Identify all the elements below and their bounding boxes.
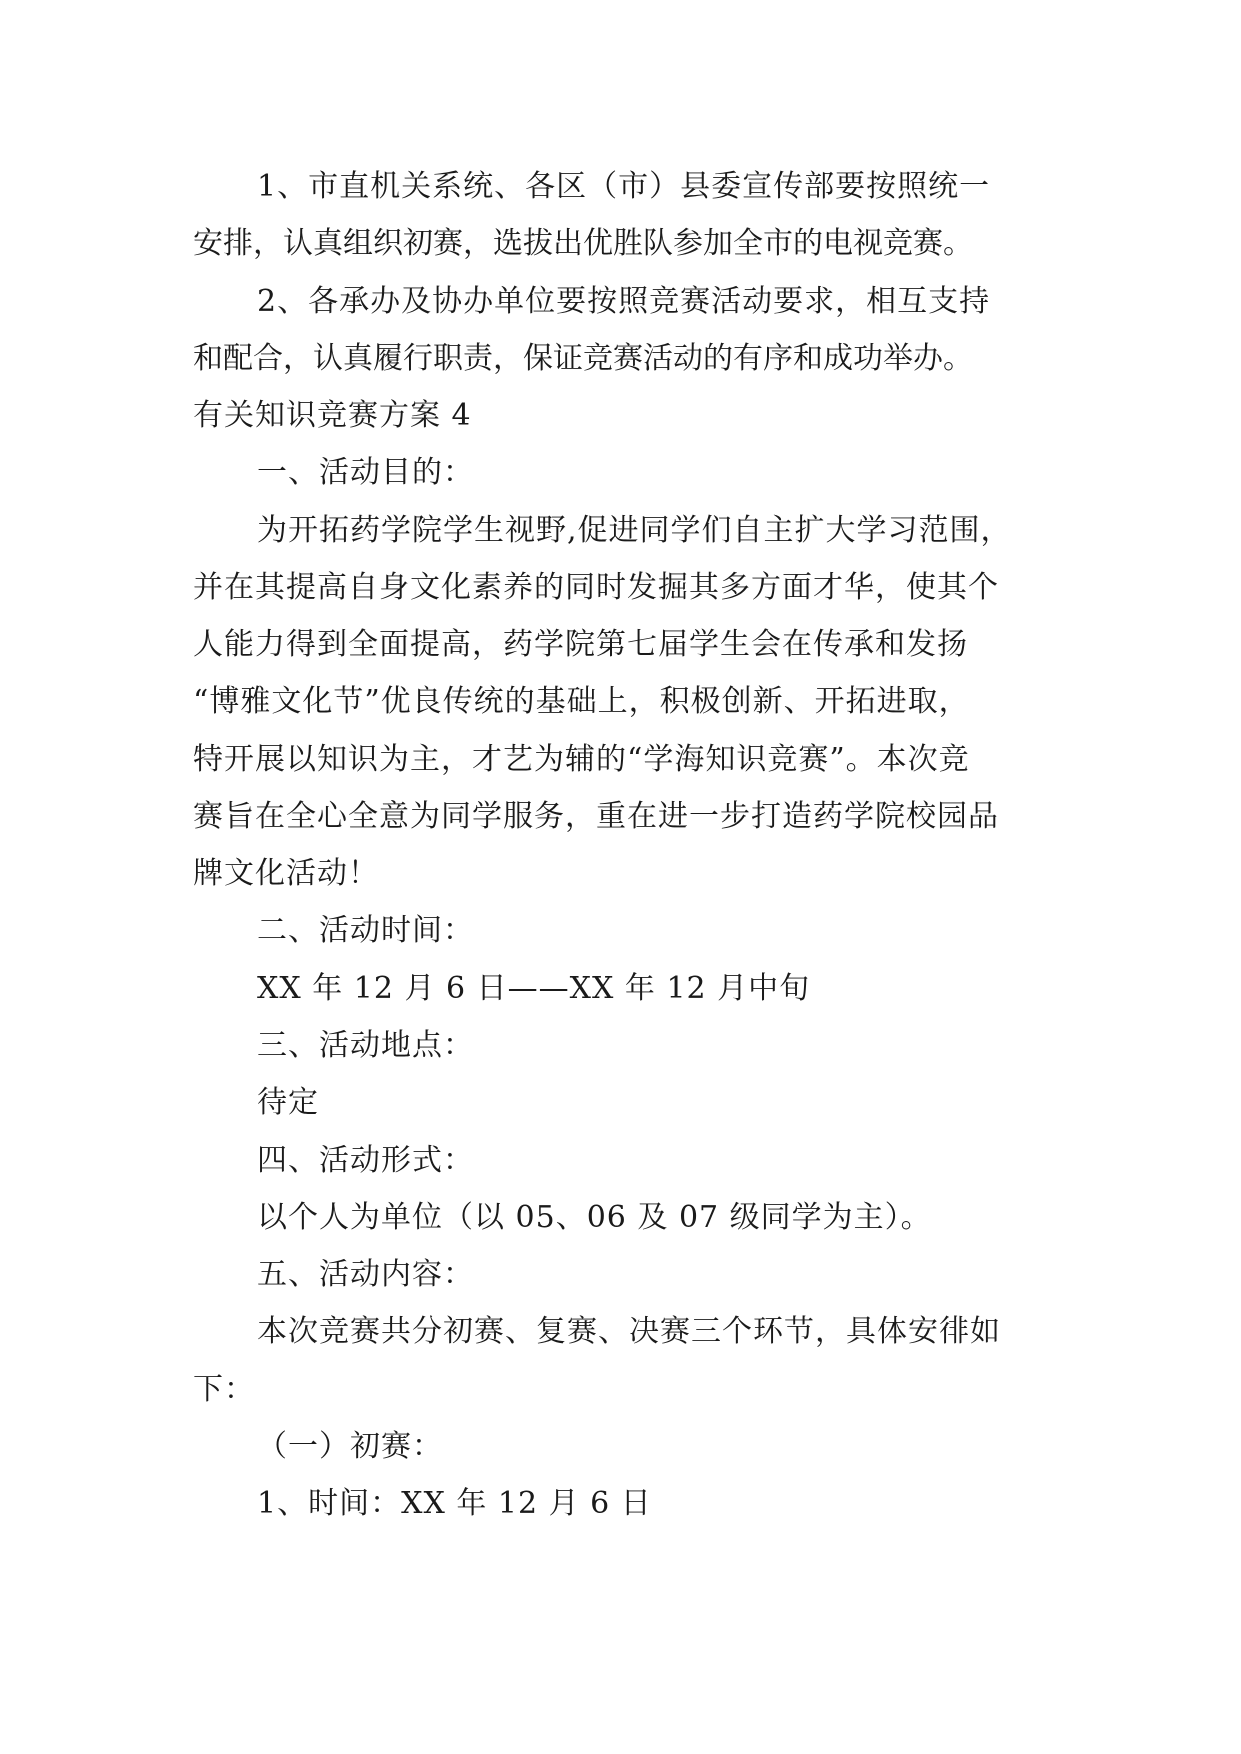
paragraph-line: 赛旨在全心全意为同学服务，重在进一步打造药学院校园品 [193,799,999,834]
subsection-heading: （一）初赛： [257,1429,443,1464]
paragraph-line: 待定 [257,1085,319,1120]
paragraph-line: 和配合，认真履行职责，保证竞赛活动的有序和成功举办。 [193,341,973,376]
paragraph-line: 安排，认真组织初赛，选拔出优胜队参加全市的电视竞赛。 [193,226,973,261]
section-heading: 有关知识竞赛方案 4 [193,398,472,433]
section-heading: 二、活动时间： [257,913,474,948]
paragraph-line: 2、各承办及协办单位要按照竞赛活动要求，相互支持 [257,284,991,319]
section-heading: 一、活动目的： [257,455,474,490]
paragraph-line: 人能力得到全面提高，药学院第七届学生会在传承和发扬 [193,627,968,662]
paragraph-line: XX 年 12 月 6 日——XX 年 12 月中旬 [257,971,811,1006]
paragraph-line: 特开展以知识为主，才艺为辅的“学海知识竞赛”。本次竞 [193,742,970,777]
paragraph-line: 并在其提高自身文化素养的同时发掘其多方面才华，使其个 [193,570,999,605]
paragraph-line: 1、市直机关系统、各区（市）县委宣传部要按照统一 [257,169,991,204]
paragraph-line: 为开拓药学院学生视野,促进同学们自主扩大学习范围， [257,513,1012,548]
section-heading: 四、活动形式： [257,1143,474,1178]
paragraph-line: 本次竞赛共分初赛、复赛、决赛三个环节，具体安徘如 [257,1314,1001,1349]
paragraph-line: 下： [193,1372,255,1407]
paragraph-line: “博雅文化节”优良传统的基础上，积极创新、开拓进取， [193,684,970,719]
section-heading: 五、活动内容： [257,1257,474,1292]
paragraph-line: 牌文化活动！ [193,856,379,891]
paragraph-line: 以个人为单位（以 05、06 及 07 级同学为主）。 [257,1200,932,1235]
paragraph-line: 1、时间：XX 年 12 月 6 日 [257,1486,652,1521]
section-heading: 三、活动地点： [257,1028,474,1063]
